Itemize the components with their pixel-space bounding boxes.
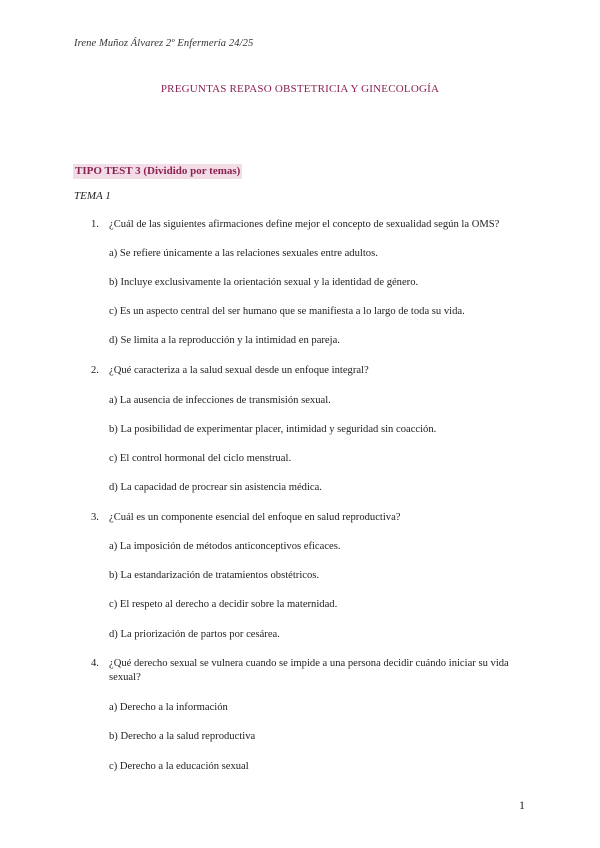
page-number: 1 bbox=[519, 798, 525, 812]
question-1-option-a: a) Se refiere únicamente a las relaciones sexuales entre adultos. bbox=[109, 248, 378, 259]
question-2 bbox=[91, 364, 531, 378]
question-4 bbox=[91, 657, 531, 685]
question-3 bbox=[91, 511, 531, 525]
topic-heading: TEMA 1 bbox=[74, 190, 111, 202]
header-author-note: Irene Muñoz Álvarez 2º Enfermería 24/25 bbox=[74, 38, 254, 49]
question-2-option-b: b) La posibilidad de experimentar placer, intimidad y seguridad sin coacción. bbox=[109, 424, 437, 435]
question-number: 2. bbox=[91, 365, 99, 376]
question-4-option-b: b) Derecho a la salud reproductiva bbox=[109, 731, 256, 742]
question-number: 1. bbox=[91, 219, 99, 230]
question-2-option-c: c) El control hormonal del ciclo menstrual. bbox=[109, 453, 292, 464]
question-number: 3. bbox=[91, 512, 99, 523]
question-3-option-a: a) La imposición de métodos anticonceptivos eficaces. bbox=[109, 541, 341, 552]
question-text: ¿Cuál es un componente esencial del enfoque en salud reproductiva? bbox=[109, 512, 401, 523]
question-number: 4. bbox=[91, 658, 99, 669]
section-heading: TIPO TEST 3 (Dividido por temas) bbox=[75, 165, 241, 177]
question-1-option-b: b) Incluye exclusivamente la orientación sexual y la identidad de género. bbox=[109, 277, 419, 288]
question-3-option-c: c) El respeto al derecho a decidir sobre la maternidad. bbox=[109, 599, 338, 610]
question-2-option-a: a) La ausencia de infecciones de transmisión sexual. bbox=[109, 395, 331, 406]
question-1-option-c: c) Es un aspecto central del ser humano que se manifiesta a lo largo de toda su vida. bbox=[109, 306, 465, 317]
question-4-option-c: c) Derecho a la educación sexual bbox=[109, 761, 249, 772]
question-text: ¿Cuál de las siguientes afirmaciones define mejor el concepto de sexualidad según la OMS? bbox=[109, 219, 500, 230]
question-1-option-d: d) Se limita a la reproducción y la intimidad en pareja. bbox=[109, 335, 340, 346]
question-3-option-d: d) La priorización de partos por cesárea. bbox=[109, 629, 280, 640]
question-text: ¿Qué derecho sexual se vulnera cuando se impide a una persona decidir cuándo iniciar su vida sexual? bbox=[109, 658, 509, 683]
document-title: PREGUNTAS REPASO OBSTETRICIA Y GINECOLOGÍA bbox=[160, 83, 440, 95]
question-4-option-a: a) Derecho a la información bbox=[109, 702, 228, 713]
question-text: ¿Qué caracteriza a la salud sexual desde un enfoque integral? bbox=[109, 365, 369, 376]
question-2-option-d: d) La capacidad de procrear sin asistencia médica. bbox=[109, 482, 322, 493]
question-1 bbox=[91, 218, 531, 232]
question-3-option-b: b) La estandarización de tratamientos obstétricos. bbox=[109, 570, 320, 581]
